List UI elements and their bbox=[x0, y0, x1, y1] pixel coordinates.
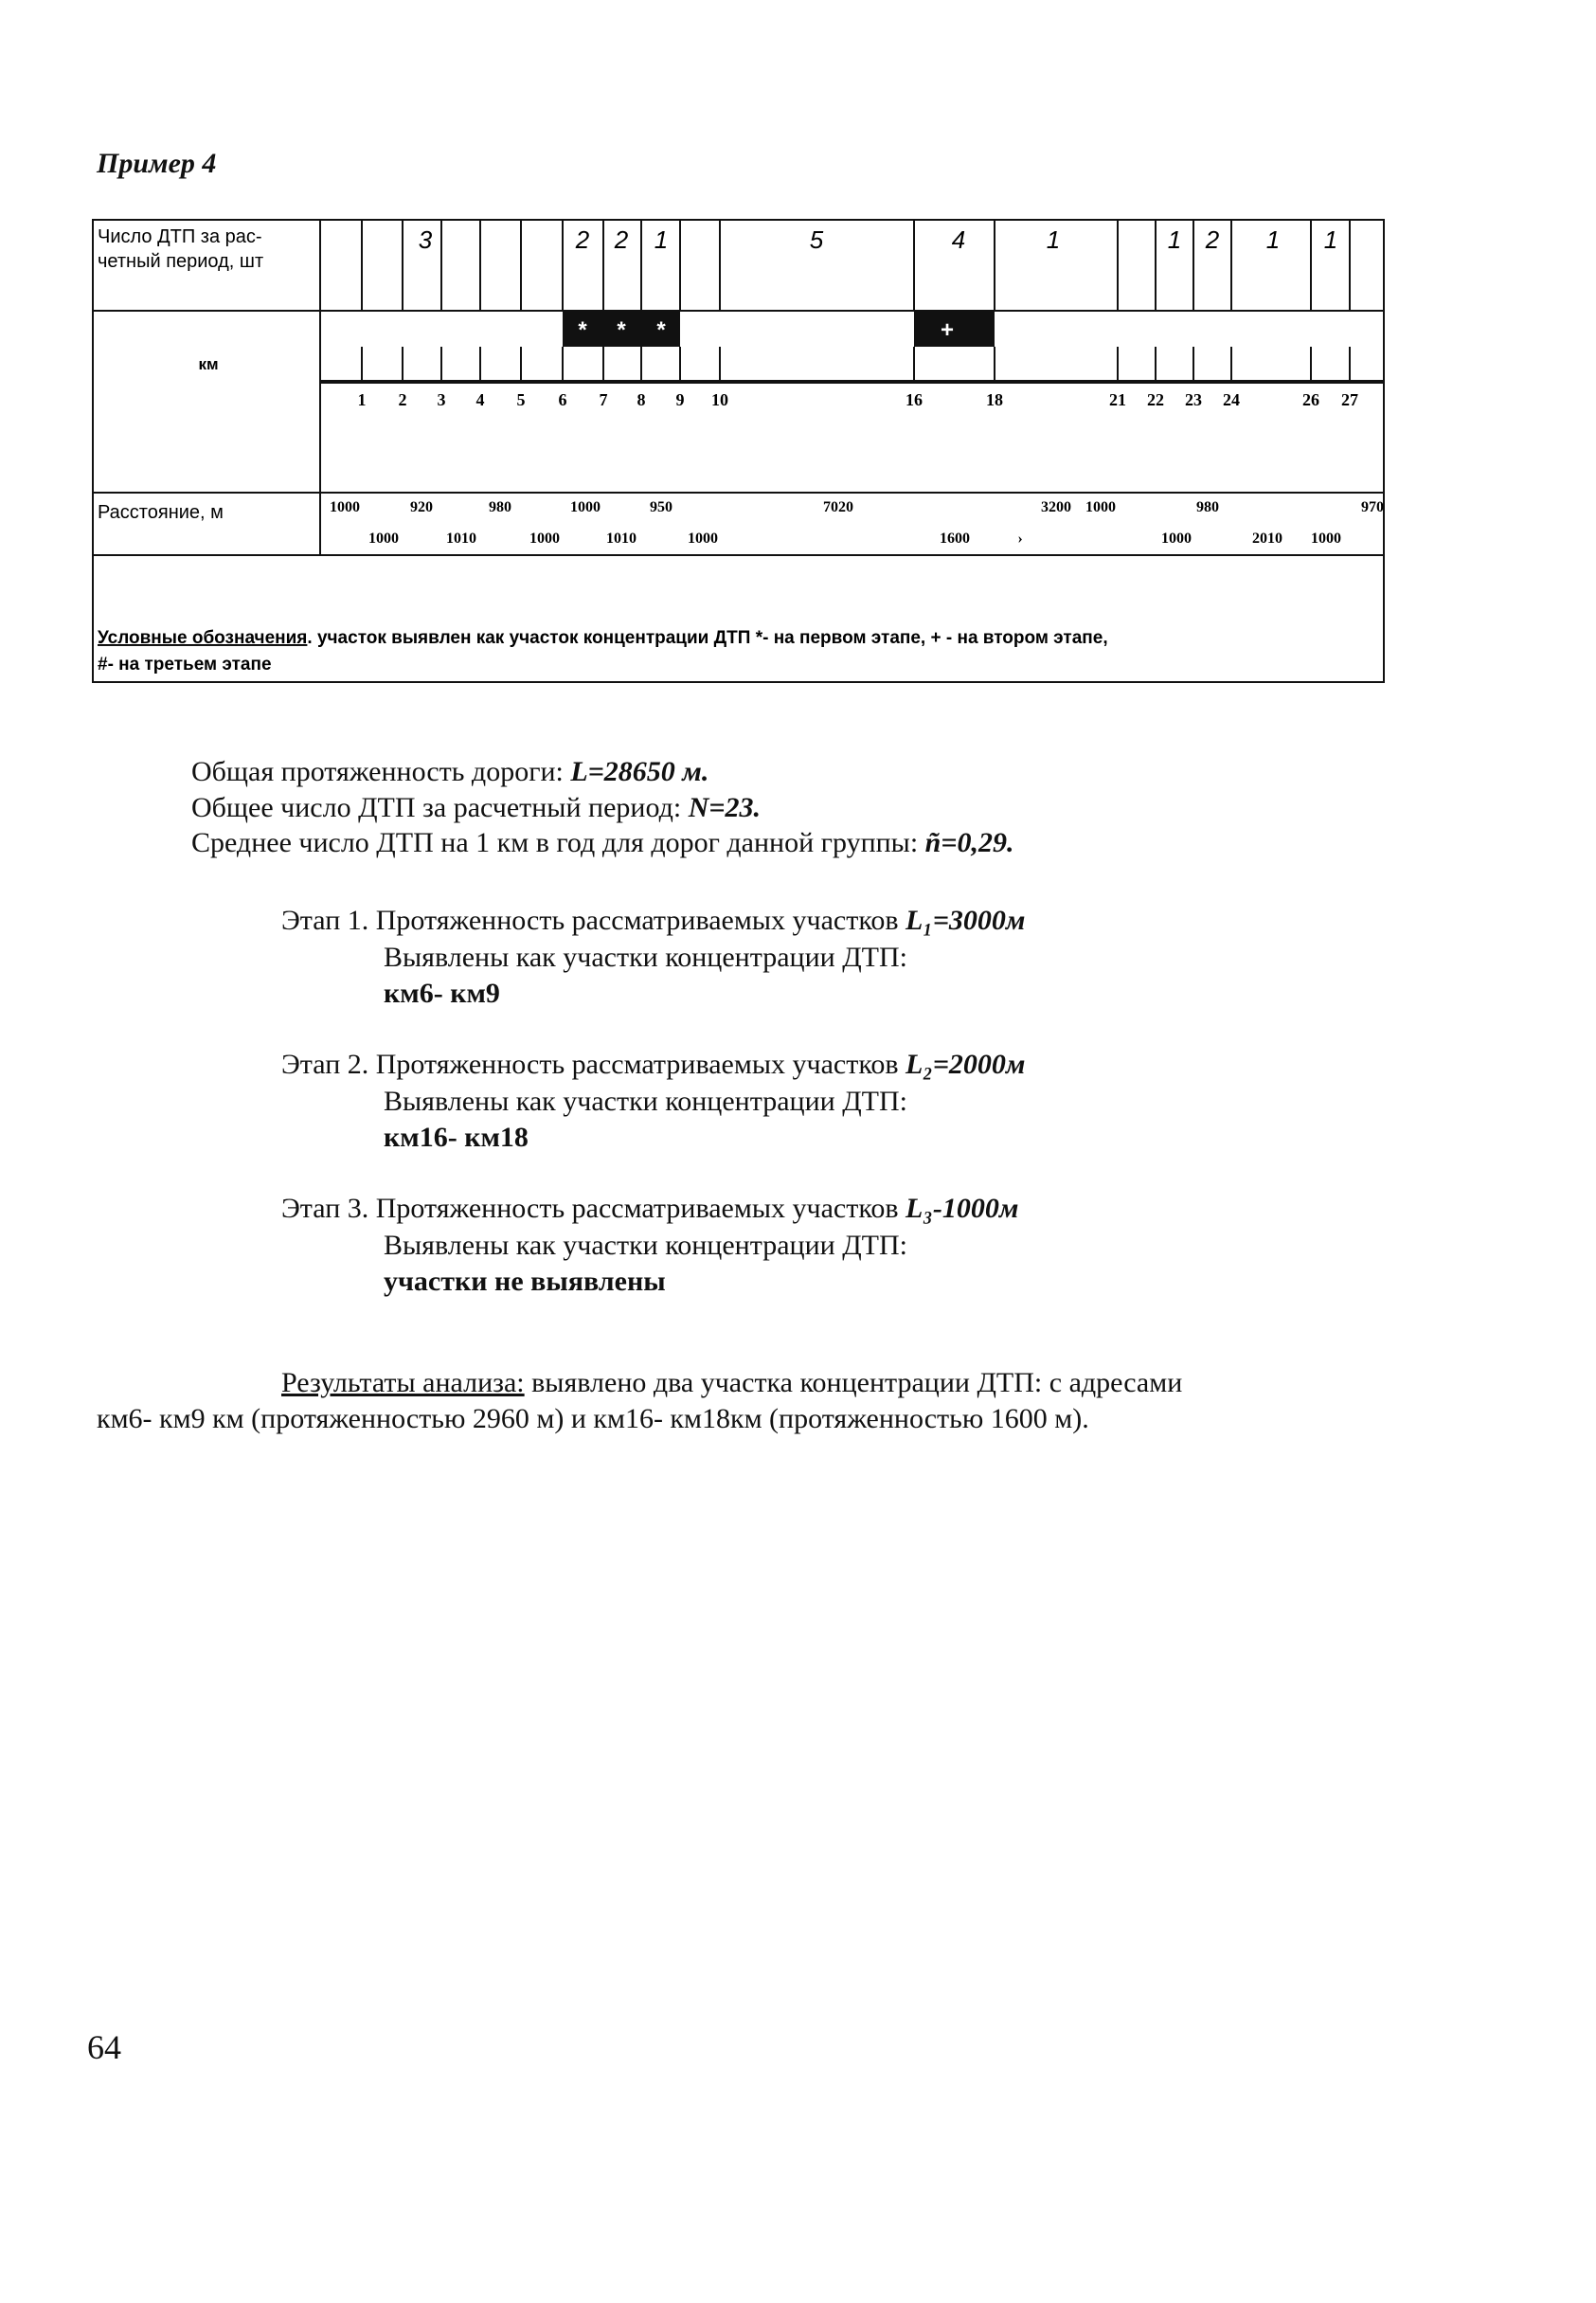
diagram-frame bbox=[93, 220, 1384, 682]
stage-3-found: Выявлены как участки концентрации ДТП: bbox=[384, 1230, 907, 1261]
stage-3-length: L₃-1000м bbox=[906, 1193, 1019, 1224]
stage-1-heading bbox=[281, 905, 1025, 937]
distance-bottom-4: 1010 bbox=[606, 531, 637, 547]
km-tick-2: 2 bbox=[398, 390, 407, 409]
distance-top-6: 7020 bbox=[823, 499, 853, 515]
marker-1: * bbox=[578, 317, 587, 343]
distance-bottom-3: 1000 bbox=[529, 531, 560, 547]
distance-top-9: 980 bbox=[1196, 499, 1219, 515]
legend-label: Условные обозначения bbox=[98, 628, 308, 648]
km-tick-7: 7 bbox=[599, 390, 608, 409]
concentration-markers bbox=[563, 311, 995, 347]
km-tick-8: 8 bbox=[637, 390, 646, 409]
stage-1-found: Выявлены как участки концентрации ДТП: bbox=[384, 942, 907, 973]
km-tick-26: 26 bbox=[1302, 390, 1319, 409]
stage-2-heading bbox=[281, 1049, 1025, 1081]
summary-average-text: Среднее число ДТП на 1 км в год для дорог данной группы: bbox=[191, 827, 925, 858]
count-6: 4 bbox=[951, 225, 966, 254]
km-tick-23: 23 bbox=[1185, 390, 1202, 409]
distance-bottom-7: › bbox=[1017, 531, 1023, 547]
stage-2-block bbox=[914, 311, 995, 347]
distance-bottom-8: 1000 bbox=[1161, 531, 1192, 547]
distance-top-2: 920 bbox=[410, 499, 433, 515]
conclusion-line-1 bbox=[281, 1367, 1182, 1399]
accident-counts bbox=[419, 225, 1337, 254]
stage-3-heading bbox=[281, 1193, 1018, 1225]
distance-top-3: 980 bbox=[489, 499, 511, 515]
count-11: 1 bbox=[1323, 225, 1338, 254]
legend-text: . участок выявлен как участок концентрации ДТП *- на первом этапе, + - на втором этапе, bbox=[307, 628, 1108, 648]
stage-2-found: Выявлены как участки концентрации ДТП: bbox=[384, 1086, 907, 1117]
stage-1-heading-text: Этап 1. Протяженность рассматриваемых участков bbox=[281, 905, 906, 936]
distance-top-8: 1000 bbox=[1085, 499, 1116, 515]
km-tick-1: 1 bbox=[357, 390, 367, 409]
page-number: 64 bbox=[87, 2028, 121, 2066]
summary-count-value: N=23. bbox=[688, 792, 761, 823]
count-4: 1 bbox=[654, 225, 669, 254]
km-ticks bbox=[358, 390, 1359, 409]
summary-average bbox=[191, 827, 1013, 859]
stage-3-heading-text: Этап 3. Протяженность рассматриваемых участков bbox=[281, 1193, 906, 1224]
km-tick-5: 5 bbox=[516, 390, 526, 409]
stage-1-result: км6- км9 bbox=[384, 978, 500, 1009]
distance-bottom-1: 1000 bbox=[368, 531, 399, 547]
count-5: 5 bbox=[809, 225, 824, 254]
count-8: 1 bbox=[1167, 225, 1182, 254]
km-tick-9: 9 bbox=[675, 390, 685, 409]
distance-bottom-5: 1000 bbox=[688, 531, 718, 547]
distance-top-10: 970 bbox=[1361, 499, 1384, 515]
km-tick-27: 27 bbox=[1341, 390, 1358, 409]
distance-bottom-2: 1010 bbox=[446, 531, 476, 547]
summary-length-value: L=28650 м. bbox=[570, 756, 709, 787]
legend-line-2: #- на третьем этапе bbox=[98, 655, 272, 675]
count-7: 1 bbox=[1046, 225, 1061, 254]
conclusion-label: Результаты анализа: bbox=[281, 1367, 525, 1398]
distance-values bbox=[330, 499, 1384, 547]
stage-2-result: км16- км18 bbox=[384, 1122, 529, 1153]
km-row-label: км bbox=[198, 355, 219, 373]
conclusion-text: выявлено два участка концентрации ДТП: с адресами bbox=[524, 1367, 1183, 1398]
marker-2: * bbox=[617, 317, 626, 343]
count-row-label-1: Число ДТП за рас- bbox=[98, 226, 262, 247]
km-tick-22: 22 bbox=[1147, 390, 1164, 409]
distance-top-5: 950 bbox=[650, 499, 672, 515]
distance-top-4: 1000 bbox=[570, 499, 601, 515]
km-tick-24: 24 bbox=[1223, 390, 1240, 409]
summary-average-value: ñ=0,29. bbox=[924, 827, 1014, 858]
distance-bottom-9: 2010 bbox=[1252, 531, 1282, 547]
distance-top-7: 3200 bbox=[1041, 499, 1071, 515]
legend-line-1 bbox=[98, 628, 1108, 648]
km-tick-6: 6 bbox=[558, 390, 567, 409]
distance-bottom-10: 1000 bbox=[1311, 531, 1341, 547]
km-tick-3: 3 bbox=[437, 390, 446, 409]
km-tick-16: 16 bbox=[906, 390, 923, 409]
km-tick-18: 18 bbox=[986, 390, 1003, 409]
summary-count bbox=[191, 792, 761, 824]
count-2: 2 bbox=[575, 225, 590, 254]
count-row-label-2: четный период, шт bbox=[98, 251, 264, 272]
conclusion-line-2: км6- км9 км (протяженностью 2960 м) и км16- км18км (протяженностью 1600 м). bbox=[97, 1403, 1089, 1434]
stage-2-length: L₂=2000м bbox=[906, 1049, 1026, 1080]
km-tick-4: 4 bbox=[475, 390, 485, 409]
summary-length bbox=[191, 756, 708, 788]
count-9: 2 bbox=[1205, 225, 1220, 254]
distance-top-1: 1000 bbox=[330, 499, 360, 515]
marker-4: + bbox=[940, 317, 955, 343]
count-1: 3 bbox=[418, 225, 433, 254]
distance-bottom-6: 1600 bbox=[940, 531, 970, 547]
example-title: Пример 4 bbox=[97, 148, 217, 179]
marker-3: * bbox=[656, 317, 666, 343]
count-3: 2 bbox=[614, 225, 629, 254]
distance-row-label: Расстояние, м bbox=[98, 502, 224, 523]
stage-1-length: L₁=3000м bbox=[906, 905, 1026, 936]
km-tick-21: 21 bbox=[1109, 390, 1126, 409]
summary-length-text: Общая протяженность дороги: bbox=[191, 756, 571, 787]
segment-lines bbox=[362, 220, 1350, 381]
km-tick-10: 10 bbox=[711, 390, 728, 409]
summary-count-text: Общее число ДТП за расчетный период: bbox=[191, 792, 689, 823]
stage-3-result: участки не выявлены bbox=[384, 1266, 666, 1297]
stage-2-heading-text: Этап 2. Протяженность рассматриваемых участков bbox=[281, 1049, 906, 1080]
count-10: 1 bbox=[1265, 225, 1281, 254]
